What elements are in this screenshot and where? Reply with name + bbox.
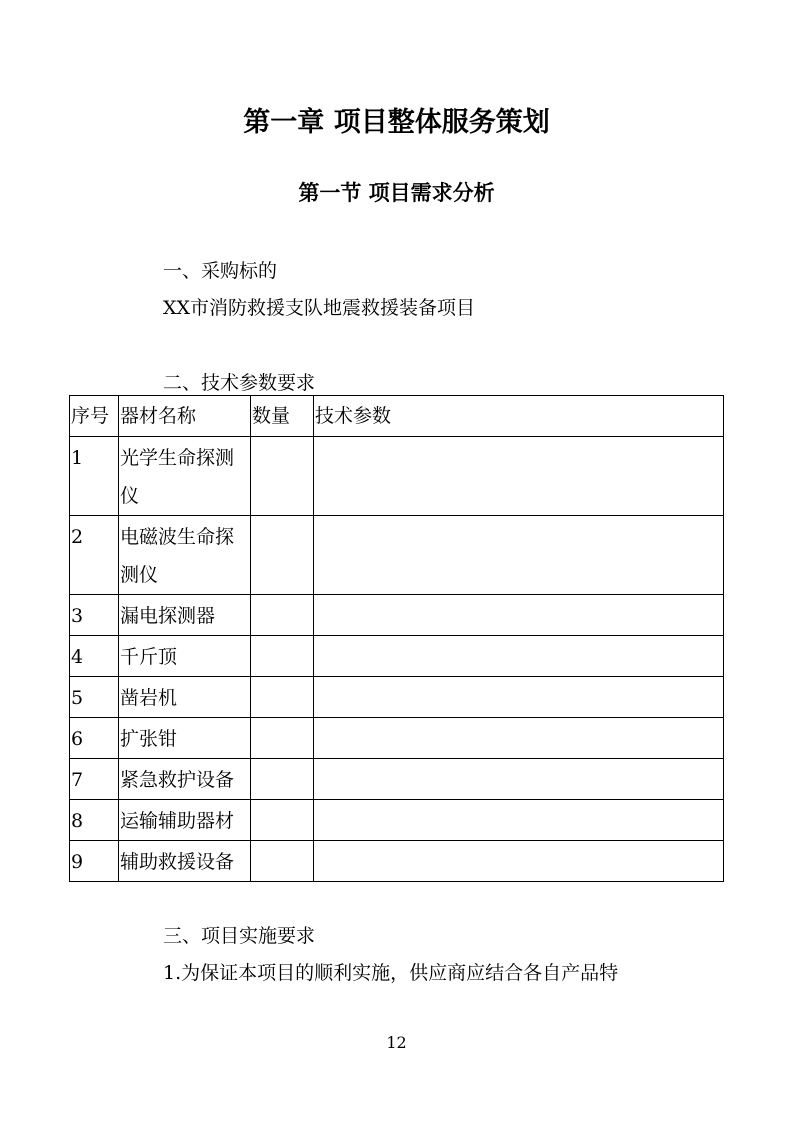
cell-name: 运输辅助器材	[119, 800, 251, 841]
table-row	[70, 636, 724, 677]
cell-qty	[251, 595, 314, 636]
tech-params-heading: 二、技术参数要求	[163, 372, 316, 394]
cell-no: 1	[70, 437, 119, 516]
cell-name: 凿岩机	[119, 677, 251, 718]
cell-spec	[314, 841, 724, 882]
cell-spec	[314, 718, 724, 759]
cell-no: 8	[70, 800, 119, 841]
table-row	[70, 759, 724, 800]
cell-no: 5	[70, 677, 119, 718]
cell-name: 紧急救护设备	[119, 759, 251, 800]
table-row	[70, 516, 724, 595]
cell-name: 扩张钳	[119, 718, 251, 759]
equipment-table	[69, 395, 724, 882]
cell-spec	[314, 437, 724, 516]
table-row	[70, 718, 724, 759]
cell-qty	[251, 759, 314, 800]
implementation-heading: 三、项目实施要求	[163, 925, 316, 947]
cell-qty	[251, 800, 314, 841]
cell-qty	[251, 677, 314, 718]
cell-no: 9	[70, 841, 119, 882]
cell-spec	[314, 759, 724, 800]
cell-spec	[314, 677, 724, 718]
cell-qty	[251, 636, 314, 677]
cell-no: 4	[70, 636, 119, 677]
cell-qty	[251, 841, 314, 882]
procurement-heading: 一、采购标的	[163, 260, 278, 282]
cell-no: 2	[70, 516, 119, 595]
cell-qty	[251, 516, 314, 595]
cell-name: 电磁波生命探测仪	[119, 516, 251, 595]
header-spec: 技术参数	[314, 396, 724, 437]
header-qty: 数量	[251, 396, 314, 437]
chapter-title: 第一章 项目整体服务策划	[243, 107, 550, 138]
cell-spec	[314, 516, 724, 595]
table-row	[70, 841, 724, 882]
cell-no: 3	[70, 595, 119, 636]
cell-name: 辅助救援设备	[119, 841, 251, 882]
implementation-text: 1.为保证本项目的顺利实施，供应商应结合各自产品特	[163, 962, 619, 984]
cell-name: 千斤顶	[119, 636, 251, 677]
cell-spec	[314, 800, 724, 841]
table-header-row	[70, 396, 724, 437]
cell-qty	[251, 437, 314, 516]
procurement-text: XX市消防救援支队地震救援装备项目	[163, 297, 476, 319]
section-title: 第一节 项目需求分析	[298, 180, 495, 205]
cell-spec	[314, 595, 724, 636]
table-row	[70, 595, 724, 636]
header-no: 序号	[70, 396, 119, 437]
table-row	[70, 800, 724, 841]
cell-no: 6	[70, 718, 119, 759]
table-row	[70, 677, 724, 718]
cell-name: 光学生命探测仪	[119, 437, 251, 516]
table-row	[70, 437, 724, 516]
cell-name: 漏电探测器	[119, 595, 251, 636]
cell-qty	[251, 718, 314, 759]
page-number: 12	[386, 1033, 407, 1052]
cell-no: 7	[70, 759, 119, 800]
cell-spec	[314, 636, 724, 677]
header-name: 器材名称	[119, 396, 251, 437]
